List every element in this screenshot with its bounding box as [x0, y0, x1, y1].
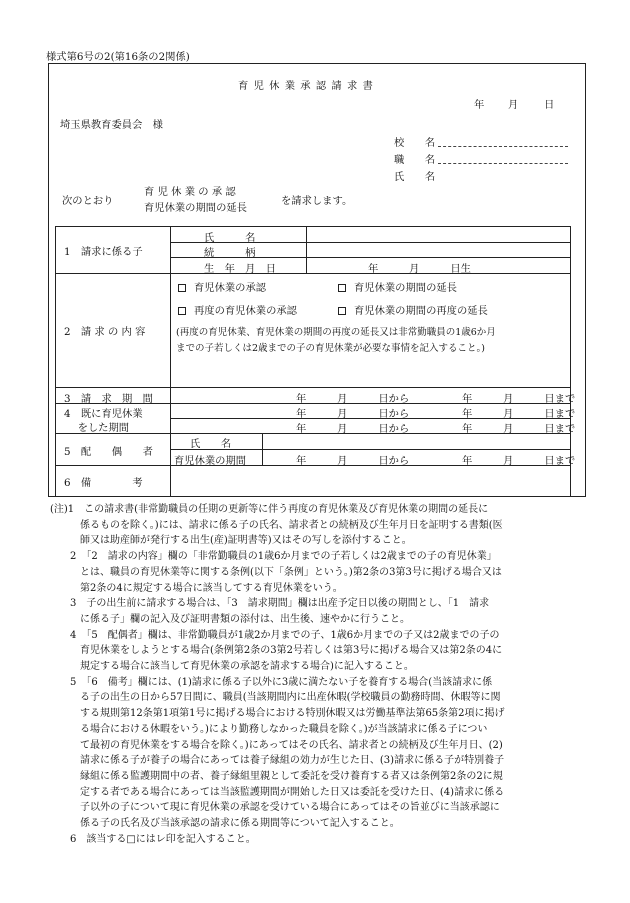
date-month-label: 月 [508, 99, 519, 111]
content-note-line1: (再度の育児休業、育児休業の期間の再度の延長又は非常勤職員の1歳6か月 [176, 327, 496, 338]
row4-mid [170, 418, 570, 419]
checkbox-icon[interactable] [338, 284, 346, 292]
school-name-label: 校 名 [394, 137, 436, 149]
row3-bottom [55, 403, 570, 404]
note-line: 第2条の4に規定する場合に該当してする育児休業をいう。 [50, 582, 343, 594]
option-reapproval-label: 再度の育児休業の承認 [194, 305, 297, 317]
spouse-name-label: 氏 名 [190, 438, 232, 450]
form-code: 様式第6号の2(第16条の2関係) [46, 51, 190, 63]
note-line: 請求に係る子が養子の場合にあっては養子縁組の効力が生じた日、(3)請求に係る子が特別養子 [50, 755, 505, 767]
school-name-field[interactable] [438, 146, 568, 147]
option-approval-label: 育児休業の承認 [194, 282, 267, 294]
option-extension[interactable] [338, 279, 457, 294]
notes [50, 502, 580, 847]
note-line: 3 子の出生前に請求する場合は、「3 請求期間」欄は出産予定日以後の期間とし、「1 請求 [50, 598, 490, 610]
intro-option-approval: 育 児 休 業 の 承 認 [144, 186, 236, 198]
note-line: 縁組に係る監護期間中の者、養子縁組里親として委託を受け養育する者又は条例第2条の2に規 [50, 770, 503, 782]
date-year-label: 年 [474, 99, 485, 111]
note-line: 2 「2 請求の内容」欄の「非常勤職員の1歳6か月までの子若しくは2歳までの子の育児休業」 [50, 551, 497, 563]
request-period-from: 年 月 日から [296, 393, 410, 405]
child-name-label: 氏 名 [204, 232, 256, 244]
option-reapproval[interactable] [178, 302, 297, 317]
note-line: 師又は助産師が発行する出生(産)証明書等)又はその写しを添付すること。 [50, 535, 412, 547]
child-birthdate-ymd: 年 月 日生 [368, 263, 471, 275]
content-note-line2: までの子若しくは2歳までの子の育児休業が必要な事情を記入すること。) [176, 343, 486, 354]
row2-bottom [55, 387, 570, 388]
addressee: 埼玉県教育委員会 様 [60, 119, 163, 131]
row5-bottom [55, 465, 570, 466]
table-top-border [55, 226, 570, 227]
checkbox-icon[interactable] [338, 307, 346, 315]
table-label-divider [170, 226, 171, 496]
position-label: 職 名 [394, 154, 436, 166]
prior-period1-from: 年 月 日から [296, 408, 410, 420]
row1-label: 1 請求に係る子 [64, 246, 143, 258]
prior-period2-from: 年 月 日から [296, 423, 410, 435]
note-line: 6 該当する□にはレ印を記入すること。 [50, 833, 256, 845]
spouse-leave-label: 育児休業の期間 [174, 455, 247, 467]
row6-label: 6 備 考 [64, 477, 143, 489]
row2-label: 2 請 求 の 内 容 [64, 326, 146, 338]
option-reextension-label: 育児休業の期間の再度の延長 [354, 305, 488, 317]
row5-label: 5 配 偶 者 [64, 446, 153, 458]
date-day-label: 日 [544, 99, 555, 111]
checkbox-icon[interactable] [178, 307, 186, 315]
note-line: 係る子の氏名及び当該承認の請求に係る期間等について記入すること。 [50, 818, 400, 830]
note-line: 子以外の子について現に育児休業の承認を受けている場合にあってはその旨並びに当該承認に [50, 802, 500, 814]
table-left-border [55, 226, 56, 496]
note-line: とは、職員の育児休業等に関する条例(以下「条例」という。)第2条の3第3号に掲げる場合又は [50, 566, 502, 578]
note-line: (注)1 この請求書(非常勤職員の任期の更新等に伴う再度の育児休業及び育児休業の期間の延長に [50, 504, 489, 515]
row1-value-divider [306, 226, 307, 273]
applicant-name-label: 氏 名 [394, 171, 436, 183]
spouse-period-from: 年 月 日から [296, 455, 410, 467]
option-approval[interactable] [178, 279, 266, 294]
note-line: る子の出生の日から57日間に、職員(当該期間内に出産休暇(学校職員の勤務時間、休暇等に関 [50, 692, 501, 704]
note-line: 規定する場合に該当して育児休業の承認を請求する場合)に記入すること。 [50, 661, 414, 673]
note-line: る場合における休暇をいう。)により勤務しなかった職員を除く。)が当該請求に係る子につい [50, 723, 488, 735]
child-birthdate-label: 生 年 月 日 [204, 263, 277, 275]
note-line: する規則第12条第1項第1号に掲げる場合における特別休暇又は労働基準法第65条第2項に掲げ [50, 708, 505, 720]
option-extension-label: 育児休業の期間の延長 [354, 282, 457, 294]
note-line: に係る子」欄の記入及び証明書類の添付は、出生後、速やかに行うこと。 [50, 613, 410, 625]
checkbox-icon[interactable] [178, 284, 186, 292]
row4-label-line1: 4 既に育児休業 [64, 408, 143, 420]
prior-period2-to: 年 月 日まで [462, 423, 576, 435]
table-bottom-border [55, 496, 570, 497]
intro-option-extension: 育児休業の期間の延長 [144, 202, 247, 214]
note-line: て最初の育児休業をする場合を除く。)にあってはその氏名、請求者との続柄及び生年月日、(2) [50, 739, 503, 751]
request-period-to: 年 月 日まで [462, 393, 576, 405]
option-reextension[interactable] [338, 302, 488, 317]
note-line: 定する者である場合にあっては当該監護期間が開始した日又は委託を受けた日、(4)請求に係る [50, 786, 505, 798]
row5-mid [170, 449, 570, 450]
row4-bottom [55, 433, 570, 434]
note-line: 育児休業をしようとする場合(条例第2条の3第2号若しくは第3号に掲げる場合又は第2条の4に [50, 645, 503, 657]
form-title: 育 児 休 業 承 認 請 求 書 [238, 80, 374, 92]
intro-prefix: 次のとおり [62, 195, 114, 207]
row3-label: 3 請 求 期 間 [64, 393, 153, 405]
row4-label-line2: をした期間 [64, 422, 130, 434]
spouse-period-to: 年 月 日まで [462, 455, 576, 467]
row1-bottom [55, 273, 570, 274]
position-field[interactable] [438, 163, 568, 164]
child-relation-label: 続 柄 [204, 247, 256, 259]
prior-period1-to: 年 月 日まで [462, 408, 576, 420]
note-line: 係るものを除く。)には、請求に係る子の氏名、請求者との続柄及び生年月日を証明する書類(医 [50, 519, 503, 531]
note-line: 5 「6 備考」欄には、(1)請求に係る子以外に3歳に満たない子を養育する場合(当該請求に係 [50, 676, 493, 688]
note-line: 4 「5 配偶者」欄は、非常勤職員が1歳2か月までの子、1歳6か月までの子又は2歳までの子の [50, 629, 500, 641]
intro-suffix: を請求します。 [281, 195, 353, 207]
